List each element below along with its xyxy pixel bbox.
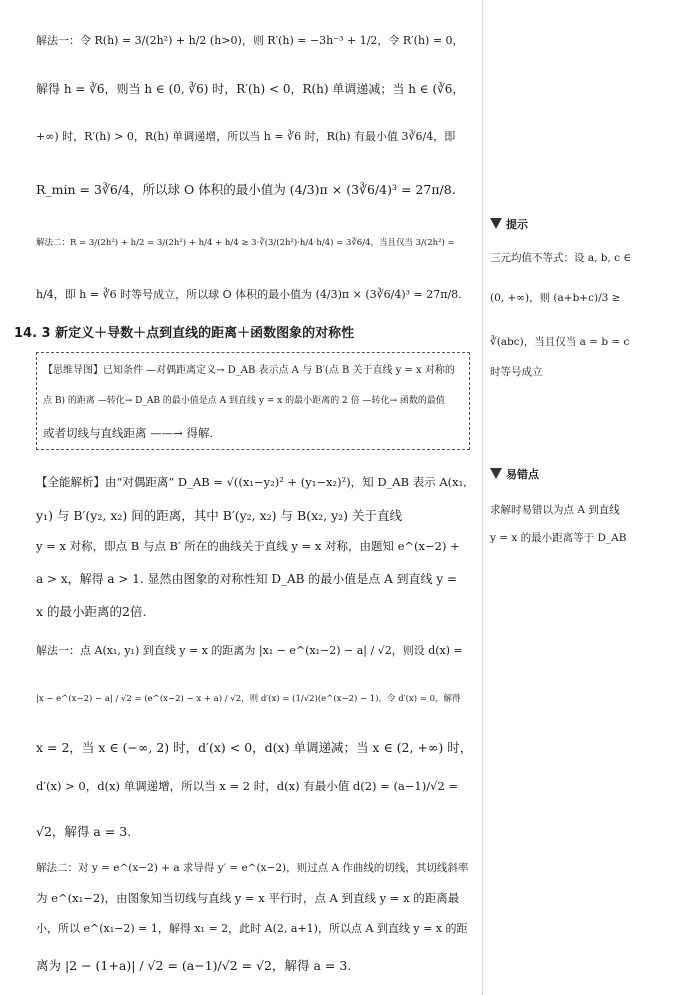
method1-line-2: 解得 h = ∛6，则当 h ∈ (0, ∛6) 时，R′(h) < 0，R(h) 单调递减；当 h ∈ (∛6， bbox=[36, 82, 465, 96]
column-divider bbox=[482, 0, 483, 995]
error-line: 求解时易错以为点 A 到直线 bbox=[490, 504, 620, 516]
analysis-line: a > x，解得 a > 1. 显然由图象的对称性知 D_AB 的最小值是点 A 到直线 y = bbox=[36, 572, 458, 586]
analysis-line: 为 e^(x₁−2)，由图象知当切线与直线 y = x 平行时，点 A 到直线 y = x 的距离最 bbox=[36, 891, 460, 905]
analysis-line: 解法一：点 A(x₁, y₁) 到直线 y = x 的距离为 |x₁ − e^(x₁−2) − a| / √2，则设 d(x) = bbox=[36, 644, 463, 657]
method1-line-3: +∞) 时，R′(h) > 0，R(h) 单调递增，所以当 h = ∛6 时，R(h) 有最小值 3∛6/4，即 bbox=[36, 130, 456, 143]
flag-icon bbox=[490, 468, 502, 479]
mindmap-line: 【思维导图】已知条件 —对偶距离定义→ D_AB 表示点 A 与 B′(点 B 关于直线 y = x 对称的 bbox=[43, 365, 455, 376]
error-panel bbox=[490, 466, 660, 544]
analysis-line: 解法二：对 y = e^(x−2) + a 求导得 y′ = e^(x−2)，则过点 A 作曲线的切线，其切线斜率 bbox=[36, 862, 469, 874]
analysis-line: 小，所以 e^(x₁−2) = 1，解得 x₁ = 2，此时 A(2, a+1)，所以点 A 到直线 y = x 的距 bbox=[36, 922, 468, 935]
tip-line: (0, +∞)，则 (a+b+c)/3 ≥ bbox=[490, 292, 621, 304]
analysis-line: |x − e^(x−2) − a| / √2 = (e^(x−2) − x + a) / √2，则 d′(x) = (1/√2)(e^(x−2) − 1)，令 d′(x) = 0，解得 bbox=[36, 694, 461, 704]
method2-line-1: 解法二：R = 3/(2h²) + h/2 = 3/(2h²) + h/4 + h/4 ≥ 3·∛(3/(2h²)·h/4·h/4) = 3∛6/4，当且仅当 3/(2h²) = bbox=[36, 238, 455, 248]
tip-line: 时等号成立 bbox=[490, 366, 543, 378]
analysis-line: √2，解得 a = 3. bbox=[36, 824, 132, 839]
error-heading: 易错点 bbox=[490, 466, 660, 482]
flag-icon bbox=[490, 218, 502, 229]
error-line: y = x 的最小距离等于 D_AB bbox=[490, 532, 627, 544]
analysis-line: d′(x) > 0，d(x) 单调递增，所以当 x = 2 时，d(x) 有最小值 d(2) = (a−1)/√2 = bbox=[36, 779, 459, 793]
analysis-line: y₁) 与 B′(y₂, x₂) 间的距离，其中 B′(y₂, x₂) 与 B(x₂, y₂) 关于直线 bbox=[36, 508, 402, 523]
method2-line-2: h/4，即 h = ∛6 时等号成立，所以球 O 体积的最小值为 (4/3)π × (3∛6/4)³ = 27π/8. bbox=[36, 288, 462, 301]
analysis-line: 离为 |2 − (1+a)| / √2 = (a−1)/√2 = √2，解得 a = 3. bbox=[36, 958, 352, 973]
analysis-line: x 的最小距离的2倍. bbox=[36, 604, 147, 619]
tip-line: ∛(abc)，当且仅当 a = b = c bbox=[490, 336, 630, 348]
analysis-line: 【全能解析】由“对偶距离” D_AB = √((x₁−y₂)² + (y₁−x₂)²)，知 D_AB 表示 A(x₁, bbox=[36, 475, 467, 489]
tip-heading: 提示 bbox=[490, 216, 660, 232]
mindmap-box bbox=[36, 352, 470, 450]
section-title: 14. 3 新定义＋导数＋点到直线的距离＋函数图象的对称性 bbox=[14, 326, 355, 341]
mindmap-line: 点 B) 的距离 —转化→ D_AB 的最小值是点 A 到直线 y = x 的最小距离的 2 倍 —转化→ 函数的最值 bbox=[43, 396, 445, 406]
mindmap-line: 或者切线与直线距离 ——→ 得解. bbox=[43, 426, 214, 440]
tip-line: 三元均值不等式：设 a, b, c ∈ bbox=[490, 252, 632, 264]
analysis-line: x = 2，当 x ∈ (−∞, 2) 时，d′(x) < 0，d(x) 单调递减；当 x ∈ (2, +∞) 时， bbox=[36, 740, 473, 755]
analysis-line: y = x 对称，即点 B 与点 B′ 所在的曲线关于直线 y = x 对称，由题知 e^(x−2) + bbox=[36, 539, 460, 553]
tip-panel bbox=[490, 216, 660, 378]
method1-line-4: R_min = 3∛6/4，所以球 O 体积的最小值为 (4/3)π × (3∛6/4)³ = 27π/8. bbox=[36, 182, 456, 197]
method1-line-1: 解法一：令 R(h) = 3/(2h²) + h/2 (h>0)，则 R′(h) = −3h⁻³ + 1/2，令 R′(h) = 0， bbox=[36, 34, 464, 47]
